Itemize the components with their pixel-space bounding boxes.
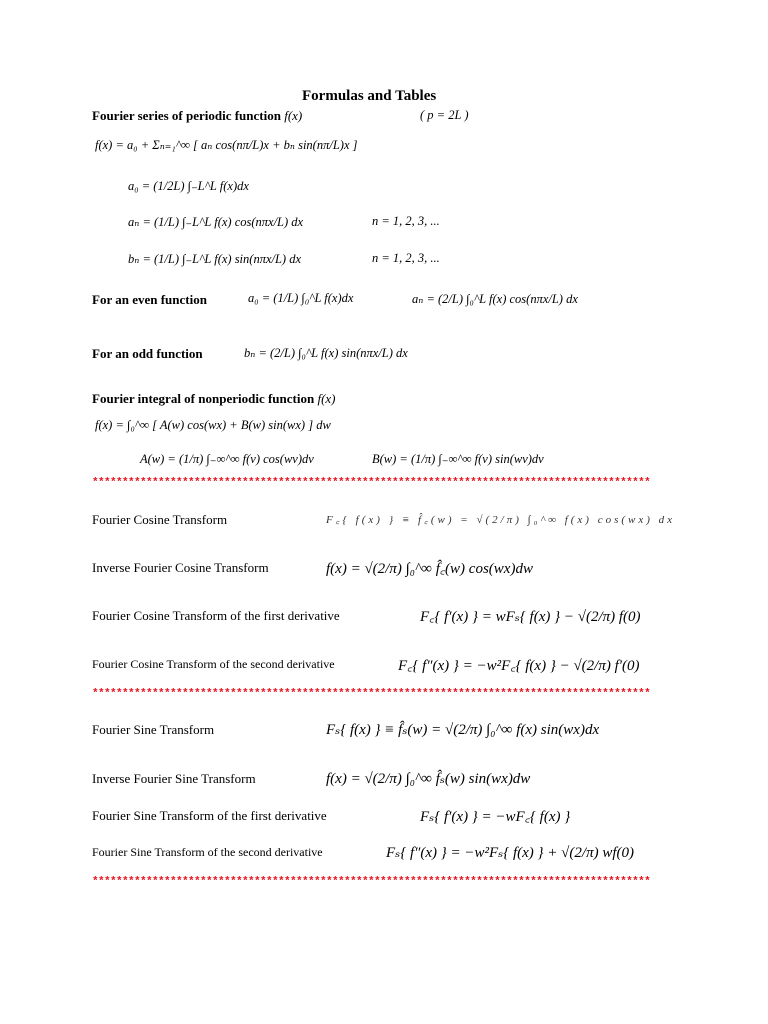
sine-second-derivative-formula: Fₛ{ f″(x) } = −w²Fₛ{ f(x) } + √(2/π) wf(0) [386,845,634,861]
fourier-integral-heading-var: f(x) [317,391,336,406]
sine-transform-label: Fourier Sine Transform [92,722,215,737]
separator-2: ********************************************************************************************* [92,688,651,700]
page-title: Formulas and Tables [302,88,437,104]
inverse-cosine-formula: f(x) = √(2/π) ∫₀^∞ f̂꜀(w) cos(wx)dw [326,561,533,577]
inverse-cosine-label: Inverse Fourier Cosine Transform [92,560,269,575]
bn-formula: bₙ = (1/L) ∫₋L^L f(x) sin(nπx/L) dx [128,252,302,266]
even-an-formula: aₙ = (2/L) ∫₀^L f(x) cos(nπx/L) dx [412,292,578,306]
separator-3: ********************************************************************************************* [92,876,651,888]
sine-first-derivative-formula: Fₛ{ f′(x) } = −wF꜀{ f(x) } [420,809,571,825]
fourier-series-heading [92,108,302,124]
period-note: ( p = 2L ) [420,108,469,122]
cosine-first-derivative-label: Fourier Cosine Transform of the first derivative [92,608,340,623]
A-w-formula: A(w) = (1/π) ∫₋∞^∞ f(v) cos(wv)dv [140,452,314,466]
fourier-series-formula: f(x) = a₀ + Σₙ₌₁^∞ [ aₙ cos(nπ/L)x + bₙ sin(nπ/L)x ] [95,138,358,152]
fourier-series-heading-text: Fourier series of periodic function [92,108,281,123]
B-w-formula: B(w) = (1/π) ∫₋∞^∞ f(v) sin(wv)dv [372,452,544,466]
sine-second-derivative-label: Fourier Sine Transform of the second derivative [92,845,323,859]
fourier-integral-heading [92,391,336,407]
separator-1: ********************************************************************************************* [92,477,651,489]
an-formula: aₙ = (1/L) ∫₋L^L f(x) cos(nπx/L) dx [128,215,304,229]
an-range: n = 1, 2, 3, ... [372,214,440,228]
cosine-transform-formula: F꜀{ f(x) } ≡ f̂꜀(w) = √(2/π) ∫₀^∞ f(x) cos(wx) dx [326,514,676,526]
cosine-transform-label: Fourier Cosine Transform [92,512,228,527]
sine-first-derivative-label: Fourier Sine Transform of the first derivative [92,808,327,823]
fourier-series-heading-var: f(x) [284,108,303,123]
cosine-first-derivative-formula: F꜀{ f′(x) } = wFₛ{ f(x) } − √(2/π) f(0) [420,609,641,625]
even-a0-formula: a₀ = (1/L) ∫₀^L f(x)dx [248,291,354,305]
fourier-integral-formula: f(x) = ∫₀^∞ [ A(w) cos(wx) + B(w) sin(wx) ] dw [95,418,331,432]
even-function-label: For an even function [92,292,207,307]
bn-range: n = 1, 2, 3, ... [372,251,440,265]
a0-formula: a₀ = (1/2L) ∫₋L^L f(x)dx [128,179,249,193]
fourier-integral-heading-text: Fourier integral of nonperiodic function [92,391,315,406]
odd-function-label: For an odd function [92,346,203,361]
inverse-sine-formula: f(x) = √(2/π) ∫₀^∞ f̂ₛ(w) sin(wx)dw [326,771,531,787]
inverse-sine-label: Inverse Fourier Sine Transform [92,771,256,786]
cosine-second-derivative-formula: F꜀{ f″(x) } = −w²F꜀{ f(x) } − √(2/π) f′(0) [398,658,640,674]
cosine-second-derivative-label: Fourier Cosine Transform of the second derivative [92,657,335,671]
sine-transform-formula: Fₛ{ f(x) } ≡ f̂ₛ(w) = √(2/π) ∫₀^∞ f(x) sin(wx)dx [326,722,600,738]
odd-bn-formula: bₙ = (2/L) ∫₀^L f(x) sin(nπx/L) dx [244,346,408,360]
